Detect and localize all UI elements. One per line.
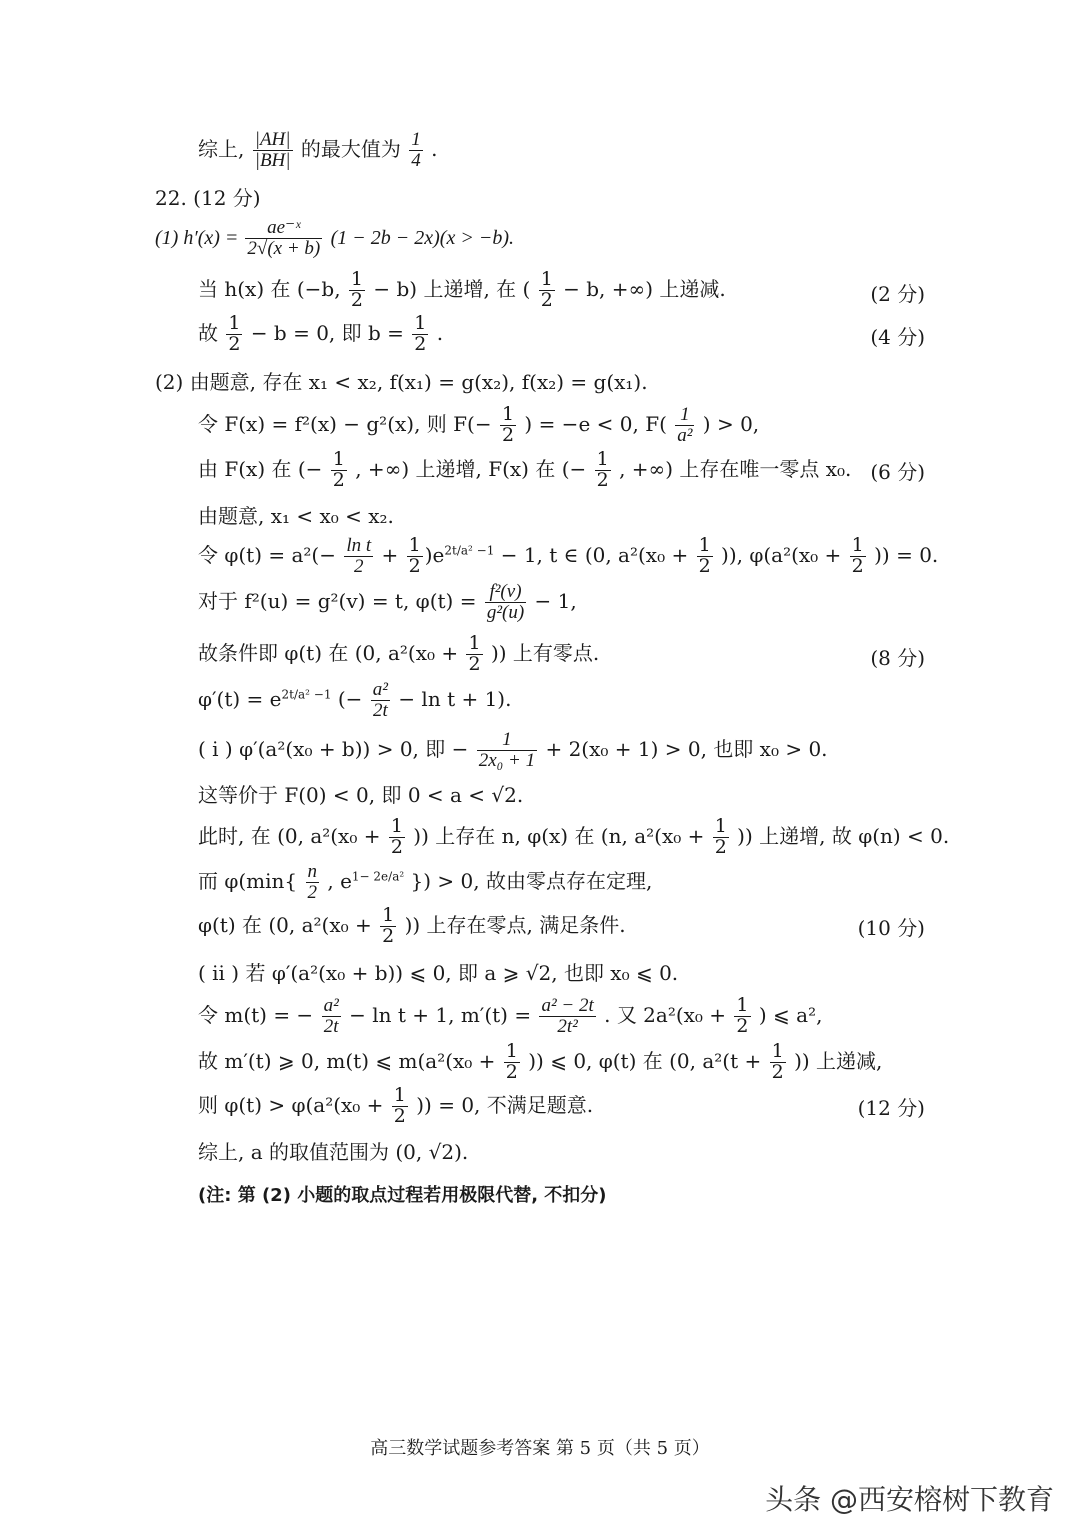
part2-unique-zero: 由 F(x) 在 (− $\frac{1}{2}$ , +∞) 上递增, F(x) 在 (− $\frac{1}{2}$ , +∞) 上存在唯一零点 x₀.	[198, 448, 852, 491]
question-title: 22. (12 分)	[155, 186, 261, 210]
case-i-existence: 此时, 在 (0, a²(x₀ + $\frac{1}{2}$ )) 上存在 n, φ(x) 在 (n, a²(x₀ + $\frac{1}{2}$ )) 上递增, 故 φ(n) < 0.	[198, 815, 950, 858]
fraction-ah-bh: $\frac{|AH|}{|BH|}$	[254, 129, 291, 171]
part1-derivative: (1) h′(x) = $\frac{\text{ae⁻ˣ}}{2√(x + b)}$ (1 − 2b − 2x)(x > −b).	[155, 217, 514, 259]
part2-order: 由题意, x₁ < x₀ < x₂.	[198, 504, 394, 528]
case-ii: ( ii ) 若 φ′(a²(x₀ + b)) ⩽ 0, 即 a ⩾ √2, 也即 x₀ ⩽ 0.	[198, 961, 679, 985]
case-ii-monotonic: 故 m′(t) ⩾ 0, m(t) ⩽ m(a²(x₀ + $\frac{1}{2}$ )) ⩽ 0, φ(t) 在 (0, a²(t + $\frac{1}{2}$ )) 上递减,	[198, 1040, 883, 1083]
summary-line: 综上, $\frac{|AH|}{|BH|}$ 的最大值为 $\frac{1}{4}$ .	[198, 129, 438, 171]
part2-phi-ratio: 对于 f²(u) = g²(v) = t, φ(t) = $\frac{\text{f²(v)}}{\text{g²(u)}}$ − 1,	[198, 581, 577, 623]
case-i-equivalence: 这等价于 F(0) < 0, 即 0 < a < √2.	[198, 783, 524, 807]
score-mark: (12 分)	[857, 1096, 925, 1120]
score-mark: (2 分)	[870, 282, 925, 306]
score-mark: (4 分)	[870, 325, 925, 349]
case-ii-conclusion: 则 φ(t) > φ(a²(x₀ + $\frac{1}{2}$ )) = 0, 不满足题意.	[198, 1084, 594, 1127]
case-i-min: 而 φ(min{ $\frac{n}{2}$ , $e^{1- 2e/a^2}$ }) > 0, 故由零点存在定理,	[198, 861, 653, 903]
part1-conclusion: 故 $\frac{1}{2}$ − b = 0, 即 b = $\frac{1}{2}$ .	[198, 312, 444, 355]
score-mark: (8 分)	[870, 646, 925, 670]
score-mark: (10 分)	[857, 916, 925, 940]
case-ii-m-definition: 令 m(t) = − $\frac{\text{a²}}{2t}$ − ln t + 1, m′(t) = $\frac{\text{a² − 2t}}{\text{2t²}}$ . 又 2a²(x₀ + $\frac{1}{2}$ ) ⩽ a²,	[198, 994, 823, 1037]
part2-intro: (2) 由题意, 存在 x₁ < x₂, f(x₁) = g(x₂), f(x₂) = g(x₁).	[155, 370, 648, 394]
final-answer: 综上, a 的取值范围为 (0, √2).	[198, 1140, 469, 1164]
part2-phi-derivative: $\varphi'(t) = e^{2t/a^2 -1}$ (− $\frac{\text{a²}}{2t}$ − ln t + 1).	[198, 679, 512, 721]
grading-note: (注: 第 (2) 小题的取点过程若用极限代替, 不扣分)	[198, 1185, 607, 1206]
case-i: ( i ) φ′(a²(x₀ + b)) > 0, 即 − $\frac{1}{\text{2x₀ + 1}}$ + 2(x₀ + 1) > 0, 也即 x₀ > 0.	[198, 729, 828, 771]
case-i-conclusion: φ(t) 在 (0, a²(x₀ + $\frac{1}{2}$ )) 上存在零点, 满足条件.	[198, 904, 626, 947]
part2-phi-definition: 令 φ(t) = a²(− $\frac{\text{ln t}}{2}$ + $\frac{1}{2}$ )$e^{2t/a^2 -1} - 1$, t ∈ (0, a²(x₀ + $\frac{1}{2}$ )), φ(a²(x₀ + $\frac{1}{2}$ )) = 0.	[198, 534, 939, 577]
watermark: 头条 @西安榕树下教育	[765, 1483, 1054, 1516]
part1-monotonicity: 当 h(x) 在 (−b, $\frac{1}{2}$ − b) 上递增, 在 ( $\frac{1}{2}$ − b, +∞) 上递减.	[198, 268, 726, 311]
part2-F-definition: 令 F(x) = f²(x) − g²(x), 则 F(− $\frac{1}{2}$ ) = −e < 0, F( $\frac{1}{\text{a²}}$ ) > 0,	[198, 403, 760, 446]
fraction-one-quarter: $\frac{1}{4}$	[411, 129, 421, 171]
page-footer: 高三数学试题参考答案 第 5 页（共 5 页）	[370, 1438, 710, 1459]
part2-condition: 故条件即 φ(t) 在 (0, a²(x₀ + $\frac{1}{2}$ )) 上有零点.	[198, 632, 600, 675]
score-mark: (6 分)	[870, 460, 925, 484]
